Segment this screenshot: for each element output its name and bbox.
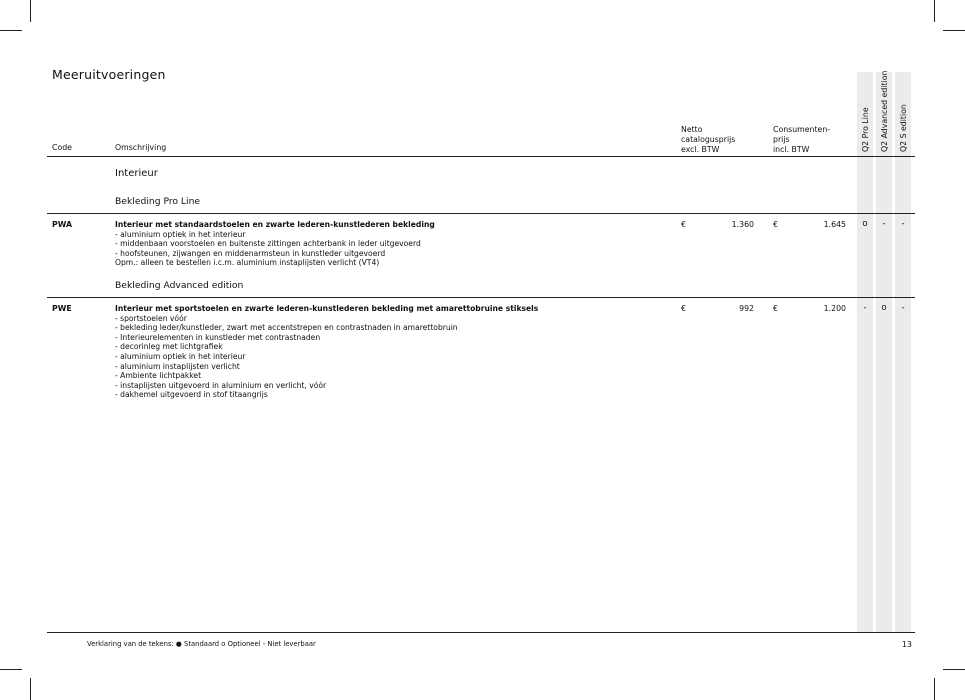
- group-title: Bekleding Pro Line: [115, 196, 201, 207]
- group-divider: [47, 213, 915, 214]
- header-divider: [47, 156, 915, 157]
- column-header-netto: [681, 125, 735, 155]
- description-line: - bekleding leder/kunstleder, zwart met accentstrepen en contrastnaden in amarettobruin: [115, 323, 458, 333]
- column-header-pro-line: Q2 Pro Line: [861, 107, 870, 152]
- netto-price: 992: [739, 304, 754, 313]
- column-header-code: Code: [52, 143, 72, 152]
- description-line: - decorinleg met lichtgrafiek: [115, 342, 223, 352]
- description-line: - aluminium optiek in het interieur: [115, 351, 246, 361]
- description-line: - instaplijsten uitgevoerd in aluminium en verlicht, vóór: [115, 380, 327, 390]
- header-line: excl. BTW: [681, 145, 720, 154]
- option-code: PWA: [52, 220, 72, 229]
- header-line: catalogusprijs: [681, 135, 736, 144]
- consumer-price: 1.645: [823, 220, 846, 229]
- page-number: 13: [901, 640, 912, 649]
- description-line: - aluminium optiek in het interieur: [115, 229, 246, 239]
- availability-pro-line: o: [862, 219, 868, 229]
- crop-mark: [30, 678, 31, 700]
- description-line: Opm.: alleen te bestellen i.c.m. aluminium instaplijsten verlicht (VT4): [115, 258, 380, 268]
- group-divider: [47, 297, 915, 298]
- description-line: - middenbaan voorstoelen en buitenste zittingen achterbank in leder uitgevoerd: [115, 239, 421, 249]
- description-line: - hoofsteunen, zijwangen en middenarmsteun in kunstleder uitgevoerd: [115, 248, 386, 258]
- header-line: prijs: [773, 135, 790, 144]
- option-description: [115, 220, 435, 268]
- description-line: - aluminium instaplijsten verlicht: [115, 361, 240, 371]
- column-header-consumer: [773, 125, 830, 155]
- column-header-description: Omschrijving: [115, 143, 167, 152]
- description-line: - dakhemel uitgevoerd in stof titaangrijs: [115, 390, 268, 400]
- consumer-price: 1.200: [823, 304, 846, 313]
- availability-s-edition: -: [901, 303, 905, 313]
- currency-symbol: €: [773, 220, 778, 229]
- page-title: Meeruitvoeringen: [52, 67, 166, 82]
- section-title: Interieur: [115, 168, 158, 179]
- legend-not-available: Niet leverbaar: [267, 640, 316, 648]
- header-line: Consumenten-: [773, 125, 831, 134]
- description-line: Interieur met sportstoelen en zwarte lederen-kunstlederen bekleding met amarettobruine stiksels: [115, 304, 539, 313]
- header-line: incl. BTW: [773, 145, 810, 154]
- availability-pro-line: -: [863, 303, 867, 313]
- availability-advanced-edition: o: [881, 303, 887, 313]
- crop-mark: [30, 0, 31, 22]
- column-header-s-edition: Q2 S edition: [899, 104, 908, 152]
- optional-symbol: o: [221, 640, 226, 648]
- availability-s-edition: -: [901, 219, 905, 229]
- currency-symbol: €: [681, 220, 686, 229]
- crop-mark: [934, 678, 935, 700]
- header-line: Netto: [681, 125, 703, 134]
- description-line: - sportstoelen vóór: [115, 313, 187, 323]
- currency-symbol: €: [773, 304, 778, 313]
- description-line: - Ambiente lichtpakket: [115, 371, 202, 381]
- currency-symbol: €: [681, 304, 686, 313]
- legend-optional: Optioneel: [227, 640, 261, 648]
- option-code: PWE: [52, 304, 72, 313]
- crop-mark: [943, 669, 965, 670]
- netto-price: 1.360: [731, 220, 754, 229]
- group-title: Bekleding Advanced edition: [115, 280, 244, 291]
- legend: [87, 640, 316, 648]
- footer-divider: [47, 632, 915, 633]
- crop-mark: [934, 0, 935, 22]
- crop-mark: [0, 669, 22, 670]
- column-header-advanced-edition: Q2 Advanced edition: [880, 70, 889, 152]
- legend-label: Verklaring van de tekens:: [87, 640, 174, 648]
- legend-standard: Standaard: [184, 640, 220, 648]
- not-available-symbol: -: [262, 640, 266, 648]
- option-description: [115, 304, 538, 400]
- standard-symbol: ●: [175, 640, 182, 648]
- description-line: Interieur met standaardstoelen en zwarte lederen-kunstlederen bekleding: [115, 220, 435, 229]
- availability-advanced-edition: -: [882, 219, 886, 229]
- crop-mark: [0, 30, 22, 31]
- crop-mark: [943, 30, 965, 31]
- description-line: - Interieurelementen in kunstleder met contrastnaden: [115, 332, 321, 342]
